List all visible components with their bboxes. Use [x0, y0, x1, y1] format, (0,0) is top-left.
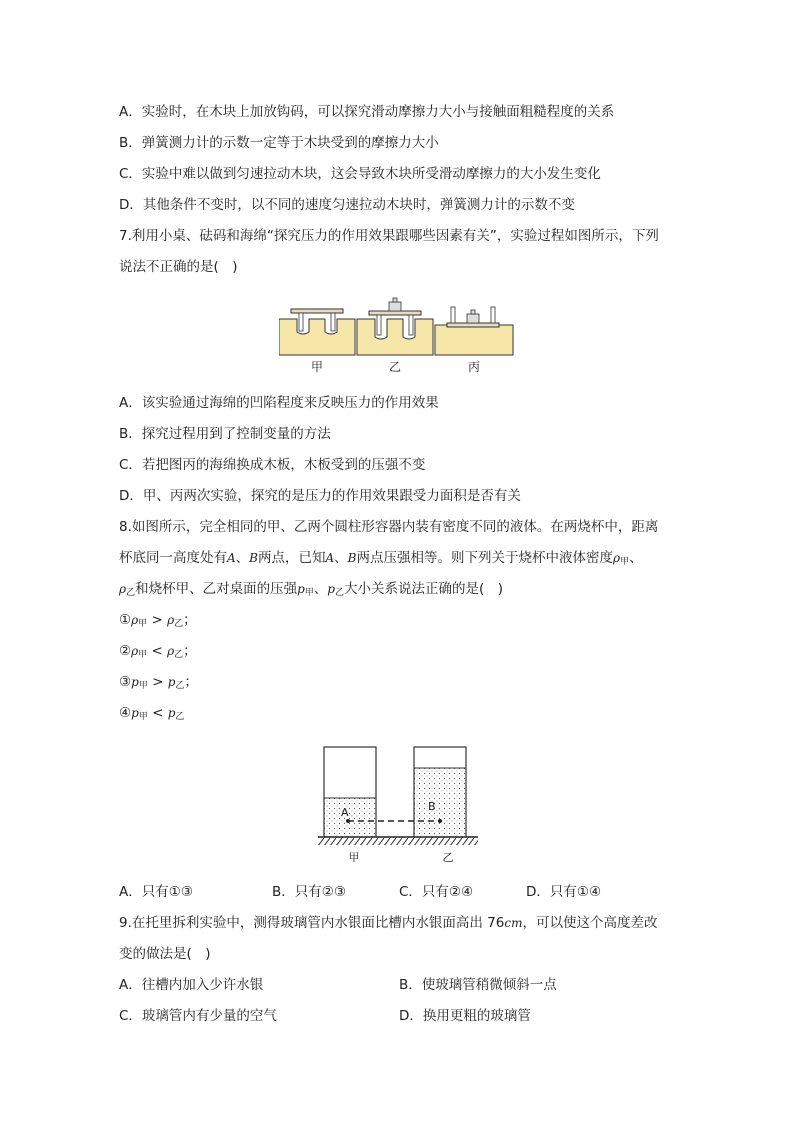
q6-option-c: C．实验中难以做到匀速拉动木块，这会导致木块所受滑动摩擦力的大小发生变化: [119, 166, 601, 182]
q9-stem-line1: 9.在托里拆利实验中，测得玻璃管内水银面比槽内水银面高出 76cm，可以使这个高度差改: [119, 915, 658, 931]
q7-sponge-figure: [279, 297, 515, 377]
q9-option-a: A．往槽内加入少许水银: [119, 977, 264, 993]
q9-option-b: B．使玻璃管稍微倾斜一点: [399, 977, 557, 993]
q8-item-4: $④p_甲 < p_乙$: [119, 705, 185, 722]
q8-beaker-figure: [318, 742, 478, 870]
point-a-marker: [346, 819, 350, 823]
beaker-jia: [324, 747, 376, 837]
q7-option-b: B．探究过程用到了控制变量的方法: [119, 426, 331, 442]
q6-option-a: A．实验时，在木块上加放钩码，可以探究滑动摩擦力大小与接触面粗糙程度的关系: [119, 104, 615, 120]
q8-item-3: $③p_甲 > p_乙$；: [119, 674, 198, 691]
q7-option-d: D．甲、丙两次实验，探究的是压力的作用效果跟受力面积是否有关: [119, 488, 521, 504]
q8-item-2: $②\rho_甲 < \rho_乙$；: [119, 643, 197, 660]
q8-option-a: A．只有①③: [119, 884, 193, 900]
q7-option-a: A．该实验通过海绵的凹陷程度来反映压力的作用效果: [119, 395, 439, 411]
beaker-yi-label: 乙: [442, 851, 454, 864]
q9-option-d: D．换用更粗的玻璃管: [399, 1008, 531, 1024]
fig7-label-bing: 丙: [467, 360, 481, 374]
q6-option-b: B．弹簧测力计的示数一定等于木块受到的摩擦力大小: [119, 135, 439, 151]
point-a-label: A: [341, 806, 349, 819]
fig7-label-jia: 甲: [310, 360, 324, 374]
q8-option-c: C．只有②④: [399, 884, 474, 900]
point-b-marker: [438, 819, 442, 823]
q8-item-1: $①\rho_甲 > \rho_乙$；: [119, 612, 197, 629]
q8-option-b: B．只有②③: [272, 884, 346, 900]
q9-option-c: C．玻璃管内有少量的空气: [119, 1008, 277, 1024]
sponge-jia: [279, 309, 355, 355]
q7-stem-line1: 7.利用小桌、砝码和海绵“探究压力的作用效果跟哪些因素有关”，实验过程如图所示，下列: [119, 228, 659, 244]
q8-stem-line3: $\rho_乙$和烧杯甲、乙对桌面的压强$p_甲$、$p_乙$大小关系说法正确的是( ): [119, 581, 504, 598]
q9-stem-line2: 变的做法是( ): [119, 946, 211, 962]
q8-stem-line2: 杯底同一高度处有A、B两点，已知A、B两点压强相等。则下列关于烧杯中液体密度$\rho_甲$、: [119, 550, 643, 567]
q7-option-c: C．若把图丙的海绵换成木板，木板受到的压强不变: [119, 457, 426, 473]
sponge-yi: [357, 298, 433, 355]
q7-stem-line2: 说法不正确的是( ): [119, 259, 238, 275]
q8-stem-line1: 8.如图所示，完全相同的甲、乙两个圆柱形容器内装有密度不同的液体。在两烧杯中，距离: [119, 519, 659, 535]
sponge-bing: [435, 307, 513, 355]
q8-option-d: D．只有①④: [526, 884, 602, 900]
q6-option-d: D．其他条件不变时，以不同的速度匀速拉动木块时，弹簧测力计的示数不变: [119, 197, 575, 213]
ground-hatching: [318, 837, 478, 845]
point-b-label: B: [428, 800, 436, 813]
fig7-label-yi: 乙: [388, 360, 402, 374]
beaker-yi: [414, 747, 466, 837]
beaker-jia-label: 甲: [348, 851, 360, 864]
